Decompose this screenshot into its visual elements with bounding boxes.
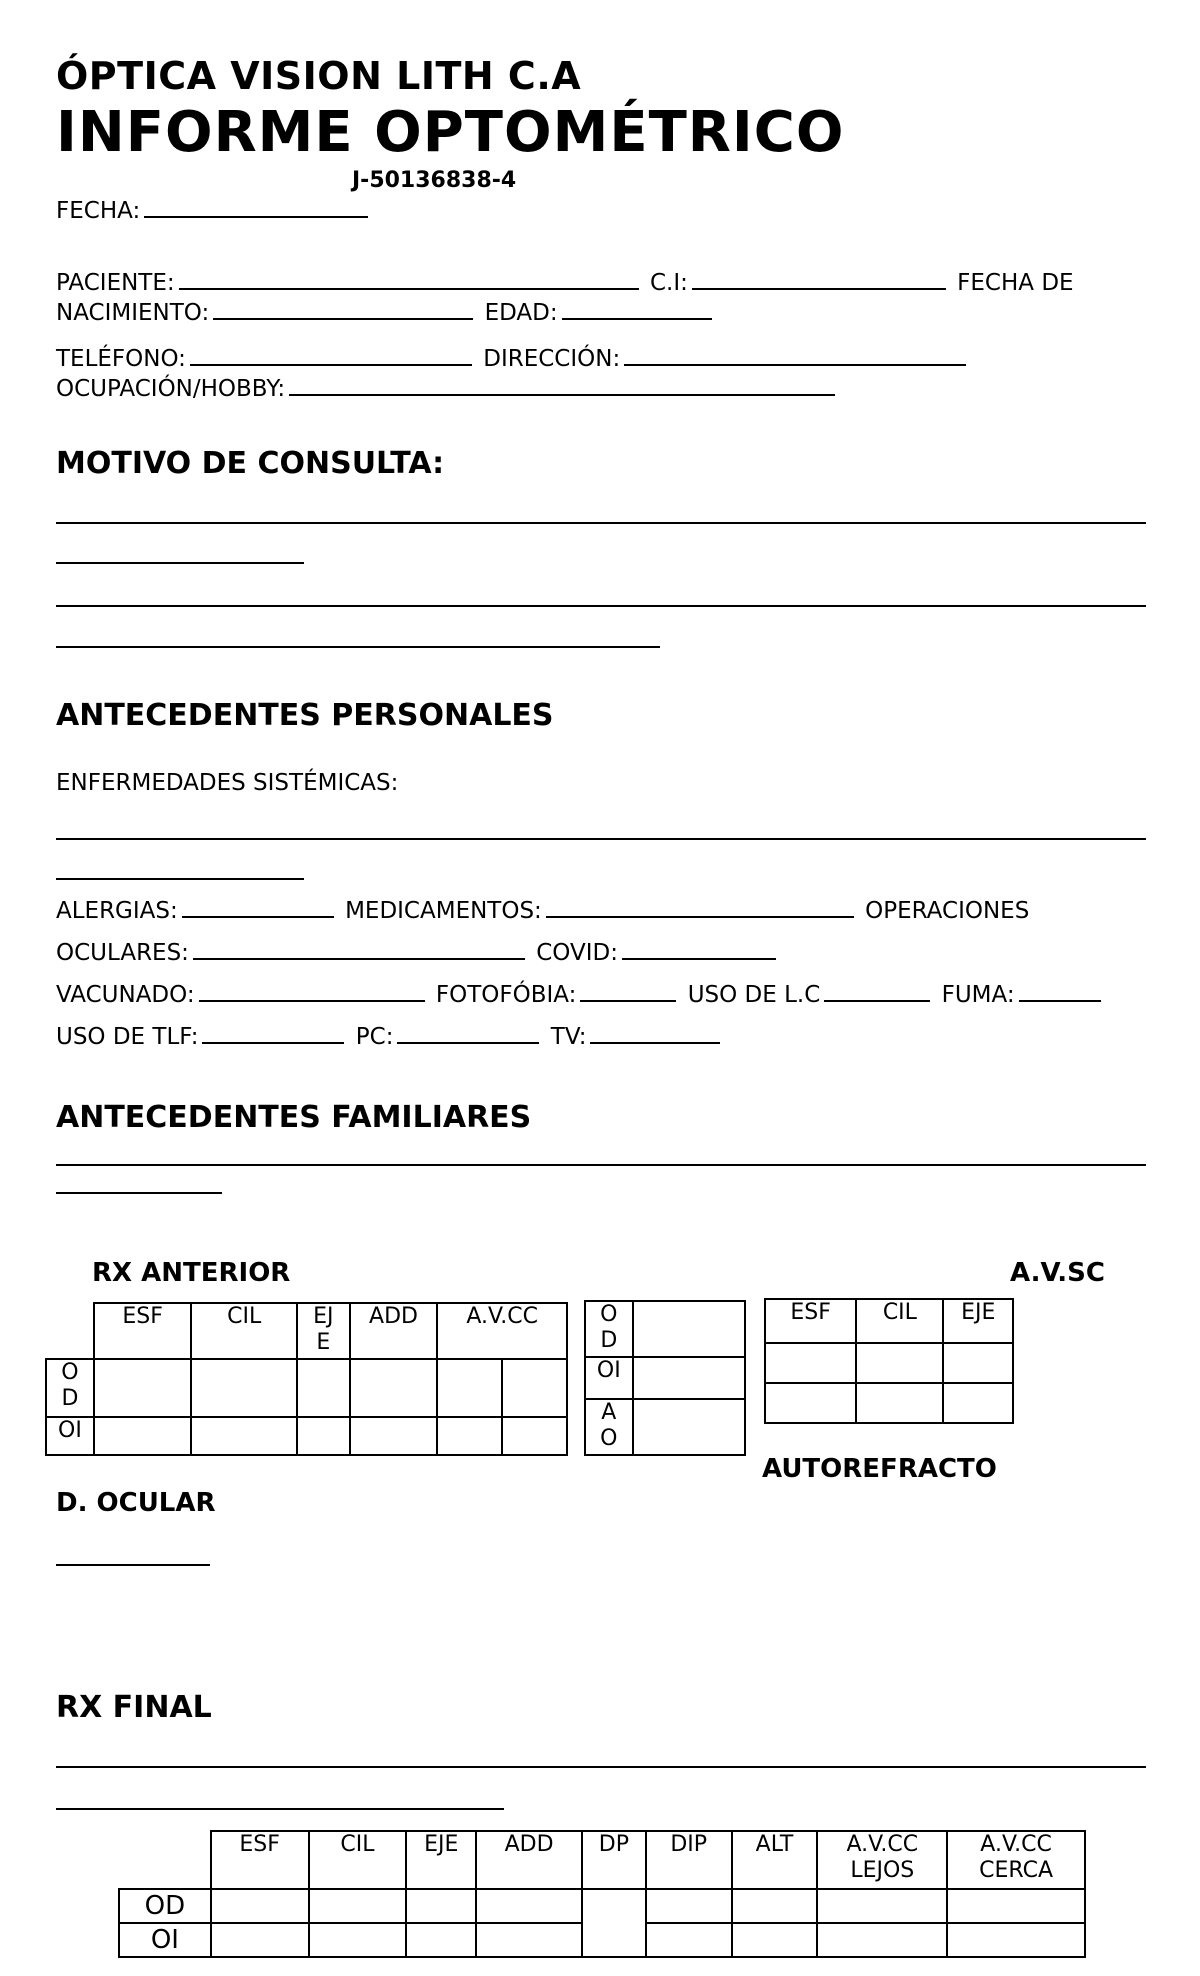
familiares-line-1[interactable] [56,1164,1146,1166]
medicamentos-field[interactable] [546,894,854,918]
covid-field[interactable] [622,936,776,960]
ocupacion-field[interactable] [289,372,835,396]
tv-label: TV: [550,1024,587,1050]
d-ocular-heading: D. OCULAR [56,1488,216,1518]
uso-tlf-label: USO DE TLF: [56,1024,199,1050]
operaciones-label-1: OPERACIONES [865,898,1030,924]
rx-final-od-eje[interactable] [406,1889,476,1923]
antecedentes-familiares-heading: ANTECEDENTES FAMILIARES [56,1100,532,1135]
telefono-field[interactable] [190,342,472,366]
rx-anterior-od-avcc-1[interactable] [437,1359,502,1417]
company-rif: J-50136838-4 [352,168,517,193]
rx-final-corner [119,1831,211,1889]
rx-final-dp[interactable] [582,1889,646,1957]
rx-final-od-avcc-lejos[interactable] [817,1889,947,1923]
rx-anterior-oi-cil[interactable] [191,1417,296,1455]
autorefracto-header-eje: EJE [943,1299,1013,1343]
edad-field[interactable] [562,296,712,320]
pc-label: PC: [355,1024,394,1050]
rx-final-header-add: ADD [476,1831,582,1889]
autorefracto-heading: AUTOREFRACTO [762,1454,997,1484]
fecha-field[interactable] [144,194,368,218]
fecha-nacimiento-field[interactable] [213,296,473,320]
rx-anterior-table [45,1302,568,1456]
rx-final-header-avcc-cerca: A.V.CC CERCA [947,1831,1085,1889]
rx-anterior-row-oi: OI [46,1417,94,1455]
avsc-od-value[interactable] [633,1301,745,1357]
motivo-line-1[interactable] [56,522,1146,524]
report-title: INFORME OPTOMÉTRICO [56,100,845,165]
avsc-heading: A.V.SC [1010,1258,1105,1288]
personales-row-3 [56,978,1105,1008]
vacunado-field[interactable] [199,978,425,1002]
rx-anterior-row-od: O D [46,1359,94,1417]
antecedentes-personales-heading: ANTECEDENTES PERSONALES [56,698,554,733]
rx-final-oi-cil[interactable] [309,1923,407,1957]
rx-anterior-header-eje: EJ E [297,1303,350,1359]
rx-anterior-od-add[interactable] [350,1359,438,1417]
avsc-row-ao: A O [585,1399,633,1455]
rx-anterior-header-cil: CIL [191,1303,296,1359]
fecha-nacimiento-label-1: FECHA DE [957,270,1074,296]
patient-row-3 [56,342,970,372]
direccion-field[interactable] [624,342,966,366]
rx-final-oi-avcc-cerca[interactable] [947,1923,1085,1957]
rx-final-oi-eje[interactable] [406,1923,476,1957]
rx-anterior-oi-eje[interactable] [297,1417,350,1455]
personales-row-4 [56,1020,724,1050]
medicamentos-label: MEDICAMENTOS: [345,898,542,924]
personales-row-1 [56,894,1029,924]
uso-tlf-field[interactable] [202,1020,344,1044]
rx-anterior-header-esf: ESF [94,1303,192,1359]
rx-final-line-1[interactable] [56,1766,1146,1768]
ci-label: C.I: [649,270,688,296]
rx-final-oi-alt[interactable] [732,1923,818,1957]
rx-final-oi-add[interactable] [476,1923,582,1957]
rx-final-od-cil[interactable] [309,1889,407,1923]
vacunado-label: VACUNADO: [56,982,195,1008]
rx-anterior-heading: RX ANTERIOR [92,1258,291,1288]
enfermedades-label: ENFERMEDADES SISTÉMICAS: [56,770,399,796]
patient-row-1 [56,266,1074,296]
avsc-ao-value[interactable] [633,1399,745,1455]
rx-final-header-cil: CIL [309,1831,407,1889]
motivo-line-2[interactable] [56,562,304,564]
personales-row-2 [56,936,780,966]
rx-final-header-alt: ALT [732,1831,818,1889]
rx-anterior-header-add: ADD [350,1303,438,1359]
rx-anterior-oi-avcc-1[interactable] [437,1417,502,1455]
patient-row-4 [56,372,839,402]
rx-final-heading: RX FINAL [56,1690,212,1725]
rx-final-od-avcc-cerca[interactable] [947,1889,1085,1923]
fuma-field[interactable] [1019,978,1101,1002]
company-name: ÓPTICA VISION LITH C.A [56,54,582,98]
rx-anterior-corner [46,1303,94,1359]
avsc-table [584,1300,746,1456]
paciente-field[interactable] [179,266,639,290]
ci-field[interactable] [692,266,946,290]
rx-final-od-dip[interactable] [646,1889,732,1923]
rx-final-oi-avcc-lejos[interactable] [817,1923,947,1957]
familiares-line-2[interactable] [56,1192,222,1194]
rx-final-header-dp: DP [582,1831,646,1889]
autorefracto-table [764,1298,1014,1424]
autorefracto-r2-cil[interactable] [856,1383,943,1423]
paciente-label: PACIENTE: [56,270,175,296]
operaciones-label-2: OCULARES: [56,940,189,966]
rx-final-header-eje: EJE [406,1831,476,1889]
edad-label: EDAD: [484,300,558,326]
autorefracto-r2-eje[interactable] [943,1383,1013,1423]
autorefracto-r2-esf[interactable] [765,1383,856,1423]
rx-anterior-oi-avcc-2[interactable] [502,1417,567,1455]
rx-final-oi-esf[interactable] [211,1923,309,1957]
rx-anterior-od-cil[interactable] [191,1359,296,1417]
fotofobia-field[interactable] [580,978,676,1002]
rx-anterior-od-eje[interactable] [297,1359,350,1417]
rx-anterior-header-avcc: A.V.CC [437,1303,567,1359]
enfermedades-line-2[interactable] [56,878,304,880]
rx-final-header-esf: ESF [211,1831,309,1889]
alergias-field[interactable] [182,894,334,918]
autorefracto-r1-cil[interactable] [856,1343,943,1383]
fecha-label: FECHA: [56,198,141,224]
rx-anterior-od-avcc-2[interactable] [502,1359,567,1417]
rx-final-od-esf[interactable] [211,1889,309,1923]
autorefracto-r1-eje[interactable] [943,1343,1013,1383]
avsc-row-od: O D [585,1301,633,1357]
direccion-label: DIRECCIÓN: [483,346,621,372]
autorefracto-r1-esf[interactable] [765,1343,856,1383]
telefono-label: TELÉFONO: [56,346,186,372]
autorefracto-header-esf: ESF [765,1299,856,1343]
rx-anterior-oi-add[interactable] [350,1417,438,1455]
tv-field[interactable] [590,1020,720,1044]
motivo-heading: MOTIVO DE CONSULTA: [56,446,445,481]
rx-final-oi-dip[interactable] [646,1923,732,1957]
operaciones-field[interactable] [193,936,525,960]
fotofobia-label: FOTOFÓBIA: [435,982,577,1008]
uso-lc-label: USO DE L.C [687,982,821,1008]
alergias-label: ALERGIAS: [56,898,178,924]
fecha-row [56,194,372,224]
rx-final-header-avcc-lejos: A.V.CC LEJOS [817,1831,947,1889]
rx-final-row-oi: OI [119,1923,211,1957]
avsc-row-oi: OI [585,1357,633,1399]
rx-final-line-2[interactable] [56,1808,504,1810]
d-ocular-line[interactable] [56,1564,210,1566]
avsc-oi-value[interactable] [633,1357,745,1399]
motivo-line-3[interactable] [56,605,1146,607]
fuma-label: FUMA: [941,982,1015,1008]
rx-final-row-od: OD [119,1889,211,1923]
rx-anterior-oi-esf[interactable] [94,1417,192,1455]
rx-final-od-alt[interactable] [732,1889,818,1923]
enfermedades-line-1[interactable] [56,838,1146,840]
pc-field[interactable] [397,1020,539,1044]
covid-label: COVID: [536,940,618,966]
rx-final-header-dip: DIP [646,1831,732,1889]
ocupacion-label: OCUPACIÓN/HOBBY: [56,376,286,402]
patient-row-2 [56,296,716,326]
uso-lc-field[interactable] [824,978,930,1002]
fecha-nacimiento-label-2: NACIMIENTO: [56,300,210,326]
autorefracto-header-cil: CIL [856,1299,943,1343]
rx-final-od-add[interactable] [476,1889,582,1923]
motivo-line-4[interactable] [56,646,660,648]
rx-final-table [118,1830,1086,1958]
rx-anterior-od-esf[interactable] [94,1359,192,1417]
